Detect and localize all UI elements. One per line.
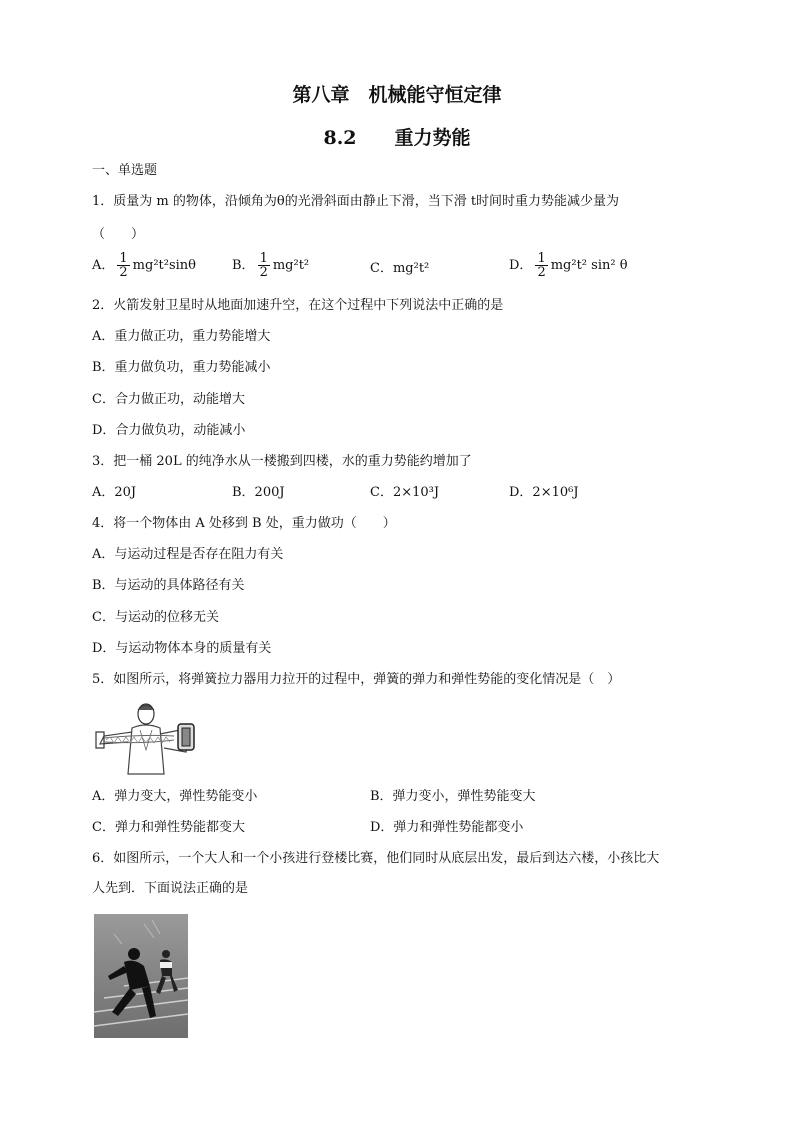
q2-option-b: B．重力做负功，重力势能减小 bbox=[92, 360, 271, 375]
q2-stem: 2．火箭发射卫星时从地面加速升空，在这个过程中下列说法中正确的是 bbox=[92, 298, 504, 313]
q4-option-a: A．与运动过程是否存在阻力有关 bbox=[92, 547, 284, 562]
q4-stem: 4．将一个物体由 A 处移到 B 处，重力做功（ ） bbox=[92, 516, 396, 531]
section-title: 8.2 重力势能 bbox=[323, 127, 471, 149]
q5-option-b: B．弹力变小，弹性势能变大 bbox=[370, 789, 536, 804]
q1-option-b-expr: mg²t² bbox=[272, 258, 310, 273]
q1-option-b bbox=[232, 252, 309, 279]
q2-option-a: A．重力做正功，重力势能增大 bbox=[92, 329, 271, 344]
q2-option-d: D．合力做负功，动能减小 bbox=[92, 423, 246, 438]
fraction-numerator: 1 bbox=[119, 251, 128, 266]
q1-option-c-expr: mg²t² bbox=[392, 261, 430, 276]
q4-option-d: D．与运动物体本身的质量有关 bbox=[92, 641, 272, 656]
q1-option-b-label: B． bbox=[232, 258, 255, 273]
q5-option-a: A．弹力变大，弹性势能变小 bbox=[92, 789, 258, 804]
chapter-title: 第八章 机械能守恒定律 bbox=[292, 84, 502, 106]
q3-option-b: B．200J bbox=[232, 485, 285, 500]
q5-option-c: C．弹力和弹性势能都变大 bbox=[92, 820, 245, 835]
q5-stem: 5．如图所示，将弹簧拉力器用力拉开的过程中，弹簧的弹力和弹性势能的变化情况是（ ） bbox=[92, 672, 621, 687]
adult-child-stair-race-illustration bbox=[94, 914, 188, 1038]
man-pulling-spring-illustration bbox=[94, 700, 204, 776]
q1-stem: 1．质量为 m 的物体，沿倾角为θ的光滑斜面由静止下滑，当下滑 t时间时重力势能减少量为 bbox=[92, 194, 620, 209]
q1-option-a-expr: mg²t²sinθ bbox=[132, 258, 196, 273]
spring-expander-figure bbox=[94, 700, 204, 776]
q1-option-a-label: A． bbox=[92, 258, 115, 273]
q1-option-d-expr: mg²t² sin² θ bbox=[550, 258, 628, 273]
q4-option-b: B．与运动的具体路径有关 bbox=[92, 578, 245, 593]
section-type-heading: 一、单选题 bbox=[92, 163, 158, 178]
q6-stem-line2: 人先到．下面说法正确的是 bbox=[92, 881, 249, 896]
q1-option-d-fraction bbox=[535, 252, 547, 279]
q1-option-a-fraction bbox=[117, 252, 129, 279]
fraction-denominator: 2 bbox=[259, 265, 268, 280]
q1-option-b-fraction bbox=[258, 252, 270, 279]
fraction-numerator: 1 bbox=[259, 251, 268, 266]
q1-option-d bbox=[509, 252, 628, 279]
q5-option-d: D．弹力和弹性势能都变小 bbox=[370, 820, 524, 835]
q6-stem-line1: 6．如图所示，一个大人和一个小孩进行登楼比赛，他们同时从底层出发，最后到达六楼，小孩比大 bbox=[92, 851, 660, 866]
q1-answer-paren: （ ） bbox=[92, 227, 145, 242]
q1-option-c bbox=[370, 260, 429, 278]
q2-option-c: C．合力做正功，动能增大 bbox=[92, 392, 245, 407]
q3-stem: 3．把一桶 20L 的纯净水从一楼搬到四楼，水的重力势能约增加了 bbox=[92, 454, 472, 469]
q1-option-a bbox=[92, 252, 196, 279]
q3-option-c: C．2×10³J bbox=[370, 485, 440, 500]
fraction-denominator: 2 bbox=[537, 265, 546, 280]
fraction-numerator: 1 bbox=[537, 251, 546, 266]
q3-option-a: A．20J bbox=[92, 485, 137, 500]
fraction-denominator: 2 bbox=[119, 265, 128, 280]
q1-option-c-label: C． bbox=[370, 261, 393, 276]
stair-race-figure bbox=[94, 914, 188, 1038]
q1-option-d-label: D． bbox=[509, 258, 533, 273]
q4-option-c: C．与运动的位移无关 bbox=[92, 610, 219, 625]
q3-option-d: D．2×10⁶J bbox=[509, 485, 579, 500]
